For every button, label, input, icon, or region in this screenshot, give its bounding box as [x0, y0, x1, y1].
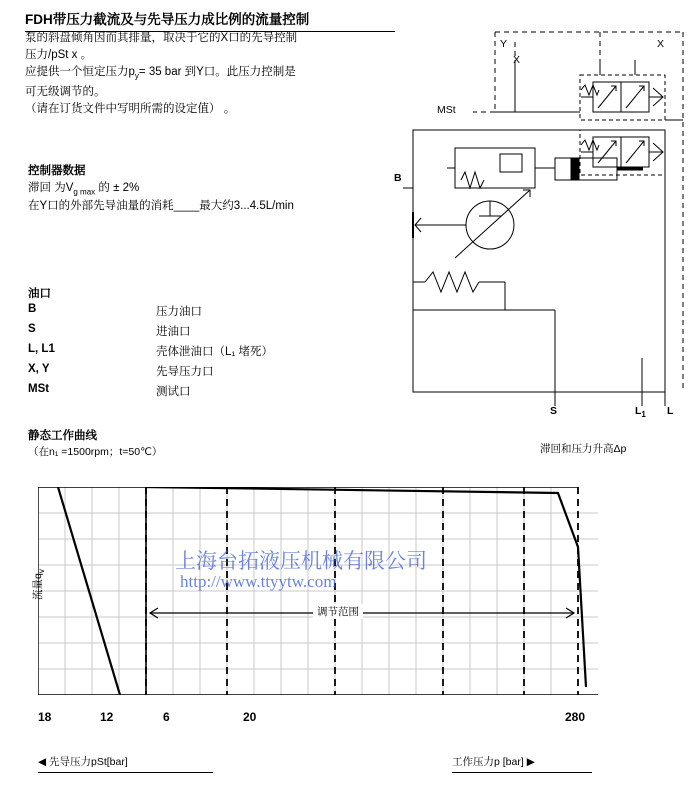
port-code: MSt [28, 383, 50, 395]
tick-18: 18 [38, 710, 52, 724]
tick-6: 6 [163, 710, 170, 724]
table-row [28, 343, 273, 363]
port-desc: 测试口 [156, 386, 191, 398]
table-row [28, 303, 273, 323]
intro-line-1: 泵的斜盘倾角因而其排量，取决于它的X口的先导控制 [25, 32, 298, 44]
page-title: FDH带压力截流及与先导压力成比例的流量控制 [25, 8, 395, 32]
port-code: X, Y [28, 363, 50, 375]
port-desc: 先导压力口 [156, 366, 214, 378]
intro-line-2: 压力/pSt x 。 [25, 49, 93, 61]
label-L1 [635, 405, 646, 419]
port-code: L, L1 [28, 343, 55, 355]
ports-table [28, 303, 273, 403]
port-desc: 进油口 [156, 326, 191, 338]
controller-line-2-b: 最大约3...4.5L/min [199, 200, 294, 212]
port-desc: 压力油口 [156, 306, 202, 318]
x-axis-label-left [38, 754, 128, 769]
label-X-top: X [657, 38, 665, 50]
intro-line-3-a: 应提供一个恒定压力p [25, 66, 135, 78]
ports-heading: 油口 [28, 288, 51, 300]
tick-20: 20 [243, 710, 257, 724]
curve-condition: （在n₁ =1500rpm；t=50℃） [28, 446, 163, 458]
y-axis-label-text: 流量q [32, 573, 44, 600]
label-S: S [550, 405, 558, 417]
intro-paragraph [25, 30, 425, 118]
label-L1-sub: 1 [641, 410, 646, 420]
port-code: B [28, 303, 37, 315]
x-axis-left-text: 先导压力pSt[bar] [49, 756, 128, 768]
hydraulic-schematic [395, 20, 695, 420]
controller-line-1-a: 滞回 为V [28, 182, 74, 194]
vgmax-subscript: g max [73, 187, 96, 197]
controller-line-2 [28, 198, 294, 215]
controller-line-1-b: 的 ± 2% [98, 182, 140, 194]
x-axis-right-rule [452, 772, 592, 773]
label-Y: Y [500, 38, 508, 50]
y-axis-label [30, 569, 46, 600]
port-code: S [28, 323, 36, 335]
y-axis-label-sub: v [37, 569, 47, 574]
right-arrow-icon: ▶ [526, 756, 535, 768]
table-row [28, 363, 273, 383]
label-MSt: MSt [437, 104, 456, 116]
intro-line-3 [25, 64, 425, 84]
label-L1-text: L [635, 405, 642, 417]
label-L: L [667, 405, 674, 417]
table-row [28, 383, 273, 403]
controller-heading: 控制器数据 [28, 165, 86, 177]
x-axis-label-right [452, 754, 535, 769]
intro-line-3-b: = 35 bar 到Y口。此压力控制是 [138, 66, 296, 78]
x-axis-left-rule [38, 772, 213, 773]
range-label: 调节范围 [313, 604, 363, 619]
watermark-line-1: 上海台拓液压机械有限公司 [175, 549, 427, 573]
tick-12: 12 [100, 710, 114, 724]
curve-heading: 静态工作曲线 [28, 430, 97, 442]
controller-line-2-a: 在Y口的外部先导油量的消耗____ [28, 200, 200, 212]
label-B: B [394, 172, 402, 184]
label-X-inner: X [513, 54, 521, 66]
intro-line-4: 可无级调节的。 [25, 86, 106, 99]
py-subscript: y [134, 71, 139, 81]
x-axis-right-text: 工作压力p [bar] [452, 756, 524, 768]
left-arrow-icon: ◀ [38, 756, 47, 768]
intro-line-5: （请在订货文件中写明所需的设定值） 。 [25, 103, 236, 116]
watermark-line-2: http://www.ttyytw.com [180, 572, 337, 591]
tick-280: 280 [565, 710, 586, 724]
port-desc: 壳体泄油口（L₁ 堵死） [156, 346, 273, 358]
hysteresis-note: 滞回和压力升高Δp [540, 443, 627, 455]
table-row [28, 323, 273, 343]
